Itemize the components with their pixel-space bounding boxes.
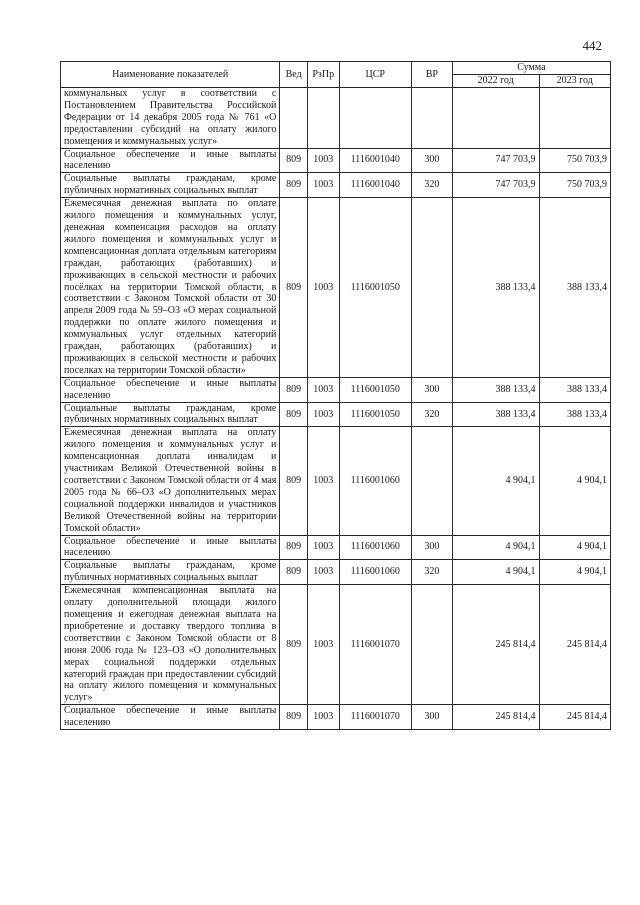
table-body [61, 88, 611, 730]
row-sum-2023: 4 904,1 [539, 427, 610, 535]
row-name: Ежемесячная денежная выплата на оплату жилого помещения и коммунальных услуг и компенсационная доплата инвалидам и участникам Великой Отечественной войны в соответствии с Законом Томской области от 4 мая 2005 года № 66–ОЗ «О дополнительных мерах социальной поддержки инвалидов и участников Великой Отечественной войны на территории Томской области» [61, 427, 280, 535]
row-vr: 300 [411, 705, 452, 730]
row-sum-2023 [539, 88, 610, 149]
row-vr: 300 [411, 148, 452, 173]
row-vr: 320 [411, 402, 452, 427]
row-ved: 809 [280, 427, 308, 535]
header-name: Наименование показателей [61, 62, 280, 88]
row-csr: 1116001050 [339, 402, 411, 427]
row-rzpr: 1003 [307, 560, 339, 585]
row-ved: 809 [280, 560, 308, 585]
row-csr: 1116001050 [339, 198, 411, 378]
row-sum-2023: 4 904,1 [539, 535, 610, 560]
row-sum-2022: 4 904,1 [452, 560, 539, 585]
row-rzpr: 1003 [307, 148, 339, 173]
row-sum-2023: 388 133,4 [539, 198, 610, 378]
row-ved: 809 [280, 198, 308, 378]
table-row [61, 705, 611, 730]
row-sum-2022: 388 133,4 [452, 402, 539, 427]
table-row [61, 148, 611, 173]
row-sum-2023: 388 133,4 [539, 402, 610, 427]
row-name: Социальное обеспечение и иные выплаты населению [61, 148, 280, 173]
row-name: Социальные выплаты гражданам, кроме публичных нормативных социальных выплат [61, 173, 280, 198]
row-vr: 320 [411, 560, 452, 585]
table-row [61, 88, 611, 149]
header-csr: ЦСР [339, 62, 411, 88]
row-sum-2022: 388 133,4 [452, 198, 539, 378]
row-sum-2022 [452, 88, 539, 149]
row-sum-2023: 388 133,4 [539, 377, 610, 402]
header-rzpr: РзПр [307, 62, 339, 88]
row-rzpr: 1003 [307, 173, 339, 198]
row-sum-2022: 747 703,9 [452, 173, 539, 198]
row-ved: 809 [280, 377, 308, 402]
row-name: Социальные выплаты гражданам, кроме публичных нормативных социальных выплат [61, 560, 280, 585]
row-sum-2023: 245 814,4 [539, 705, 610, 730]
header-vr: ВР [411, 62, 452, 88]
row-vr [411, 585, 452, 705]
row-sum-2022: 245 814,4 [452, 585, 539, 705]
row-csr: 1116001050 [339, 377, 411, 402]
header-ved: Вед [280, 62, 308, 88]
row-vr [411, 88, 452, 149]
row-vr: 300 [411, 377, 452, 402]
table-row [61, 560, 611, 585]
header-year-2022: 2022 год [452, 75, 539, 88]
row-rzpr: 1003 [307, 705, 339, 730]
row-name: Социальное обеспечение и иные выплаты населению [61, 705, 280, 730]
row-name: Социальное обеспечение и иные выплаты населению [61, 377, 280, 402]
row-vr: 300 [411, 535, 452, 560]
row-rzpr [307, 88, 339, 149]
row-rzpr: 1003 [307, 377, 339, 402]
row-sum-2022: 245 814,4 [452, 705, 539, 730]
row-sum-2023: 4 904,1 [539, 560, 610, 585]
table-row [61, 377, 611, 402]
header-year-2023: 2023 год [539, 75, 610, 88]
row-rzpr: 1003 [307, 427, 339, 535]
row-ved: 809 [280, 402, 308, 427]
row-sum-2023: 750 703,9 [539, 148, 610, 173]
row-rzpr: 1003 [307, 198, 339, 378]
row-sum-2023: 750 703,9 [539, 173, 610, 198]
row-name: коммунальных услуг в соответствии с Постановлением Правительства Российской Федерации от 14 декабря 2005 года № 761 «О предоставлении субсидий на оплату жилого помещения и коммунальных услуг» [61, 88, 280, 149]
table-header [61, 62, 611, 88]
row-csr: 1116001060 [339, 427, 411, 535]
row-csr: 1116001060 [339, 560, 411, 585]
table-row [61, 427, 611, 535]
row-vr [411, 427, 452, 535]
table-row [61, 402, 611, 427]
page-number: 442 [582, 38, 602, 53]
row-sum-2023: 245 814,4 [539, 585, 610, 705]
row-ved: 809 [280, 148, 308, 173]
table-row [61, 585, 611, 705]
row-ved: 809 [280, 705, 308, 730]
row-csr: 1116001040 [339, 148, 411, 173]
row-csr: 1116001070 [339, 585, 411, 705]
row-ved: 809 [280, 585, 308, 705]
header-sum: Сумма [452, 62, 610, 75]
row-sum-2022: 388 133,4 [452, 377, 539, 402]
row-ved: 809 [280, 173, 308, 198]
row-ved [280, 88, 308, 149]
row-rzpr: 1003 [307, 585, 339, 705]
row-ved: 809 [280, 535, 308, 560]
table-row [61, 535, 611, 560]
row-rzpr: 1003 [307, 402, 339, 427]
table-row [61, 198, 611, 378]
row-csr: 1116001070 [339, 705, 411, 730]
row-sum-2022: 747 703,9 [452, 148, 539, 173]
row-csr: 1116001060 [339, 535, 411, 560]
row-vr [411, 198, 452, 378]
row-name: Ежемесячная компенсационная выплата на оплату дополнительной площади жилого помещения и ежегодная денежная выплата на приобретение и доставку твердого топлива в соответствии с Законом Томской области от 8 июня 2006 года № 123–ОЗ «О дополнительных мерах социальной поддержки отдельных категорий граждан при предоставлении субсидий на оплату жилого помещения и коммунальных услуг» [61, 585, 280, 705]
row-csr: 1116001040 [339, 173, 411, 198]
row-name: Ежемесячная денежная выплата по оплате жилого помещения и коммунальных услуг, денежная компенсация расходов на оплату жилого помещения и коммунальных услуг и компенсационная доплата отдельным категориям граждан, работающих (работавших) и проживающих в сельской местности и рабочих посёлках на территории Томской области, в соответствии с Законом Томской области от 30 апреля 2009 года № 59–ОЗ «О мерах социальной поддержки по оплате жилого помещения и коммунальных услуг отдельных категорий граждан, работающих (работавших) и проживающих в сельской местности и рабочих поселках на территории Томской области» [61, 198, 280, 378]
row-name: Социальные выплаты гражданам, кроме публичных нормативных социальных выплат [61, 402, 280, 427]
row-name: Социальное обеспечение и иные выплаты населению [61, 535, 280, 560]
row-rzpr: 1003 [307, 535, 339, 560]
table-row [61, 173, 611, 198]
budget-table [60, 61, 611, 730]
row-csr [339, 88, 411, 149]
row-sum-2022: 4 904,1 [452, 535, 539, 560]
row-vr: 320 [411, 173, 452, 198]
row-sum-2022: 4 904,1 [452, 427, 539, 535]
